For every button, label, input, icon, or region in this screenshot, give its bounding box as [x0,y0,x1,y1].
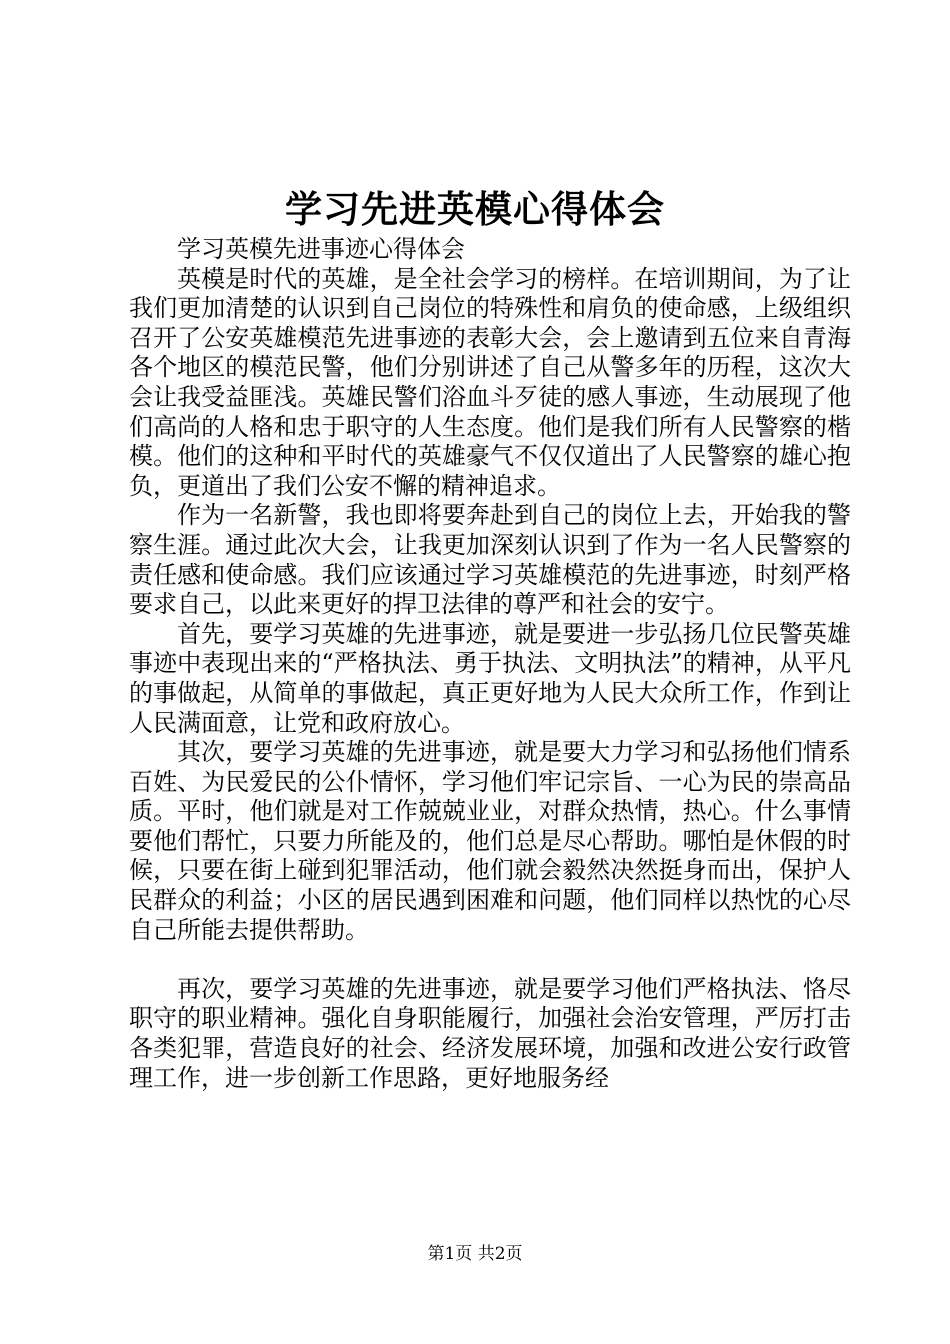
paragraph-2: 作为一名新警，我也即将要奔赴到自己的岗位上去，开始我的警察生涯。通过此次大会，让我更加深刻认识到了作为一名人民警察的责任感和使命感。我们应该通过学习英雄模范的先进事迹，时刻严格要求自己，以此来更好的捍卫法律的尊严和社会的安宁。 [129,501,851,619]
document-title: 学习先进英模心得体会 [285,187,665,231]
paragraph-4: 其次，要学习英雄的先进事迹，就是要大力学习和弘扬他们情系百姓、为民爱民的公仆情怀，学习他们牢记宗旨、一心为民的崇高品质。平时，他们就是对工作兢兢业业，对群众热情，热心。什么事情要他们帮忙，只要力所能及的，他们总是尽心帮助。哪怕是休假的时候，只要在街上碰到犯罪活动，他们就会毅然决然挺身而出，保护人民群众的利益；小区的居民遇到困难和问题，他们同样以热忱的心尽自己所能去提供帮助。 [129,738,851,944]
paragraph-1: 英模是时代的英雄，是全社会学习的榜样。在培训期间，为了让我们更加清楚的认识到自己岗位的特殊性和肩负的使命感，上级组织召开了公安英雄模范先进事迹的表彰大会，会上邀请到五位来自青海各个地区的模范民警，他们分别讲述了自己从警多年的历程，这次大会让我受益匪浅。英雄民警们浴血斗歹徒的感人事迹，生动展现了他们高尚的人格和忠于职守的人生态度。他们是我们所有人民警察的楷模。他们的这种和平时代的英雄豪气不仅仅道出了人民警察的雄心抱负，更道出了我们公安不懈的精神追求。 [129,264,851,500]
paragraph-5: 再次，要学习英雄的先进事迹，就是要学习他们严格执法、恪尽职守的职业精神。强化自身职能履行，加强社会治安管理，严厉打击各类犯罪，营造良好的社会、经济发展环境，加强和改进公安行政管理工作，进一步创新工作思路，更好地服务经 [129,974,851,1092]
paragraph-3: 首先，要学习英雄的先进事迹，就是要进一步弘扬几位民警英雄事迹中表现出来的“严格执法、勇于执法、文明执法”的精神，从平凡的事做起，从简单的事做起，真正更好地为人民大众所工作，作到让人民满面意，让党和政府放心。 [129,619,851,737]
document-body [129,235,851,1093]
document-subtitle: 学习英模先进事迹心得体会 [177,235,465,263]
page-footer: 第1页 共2页 [427,1244,523,1264]
